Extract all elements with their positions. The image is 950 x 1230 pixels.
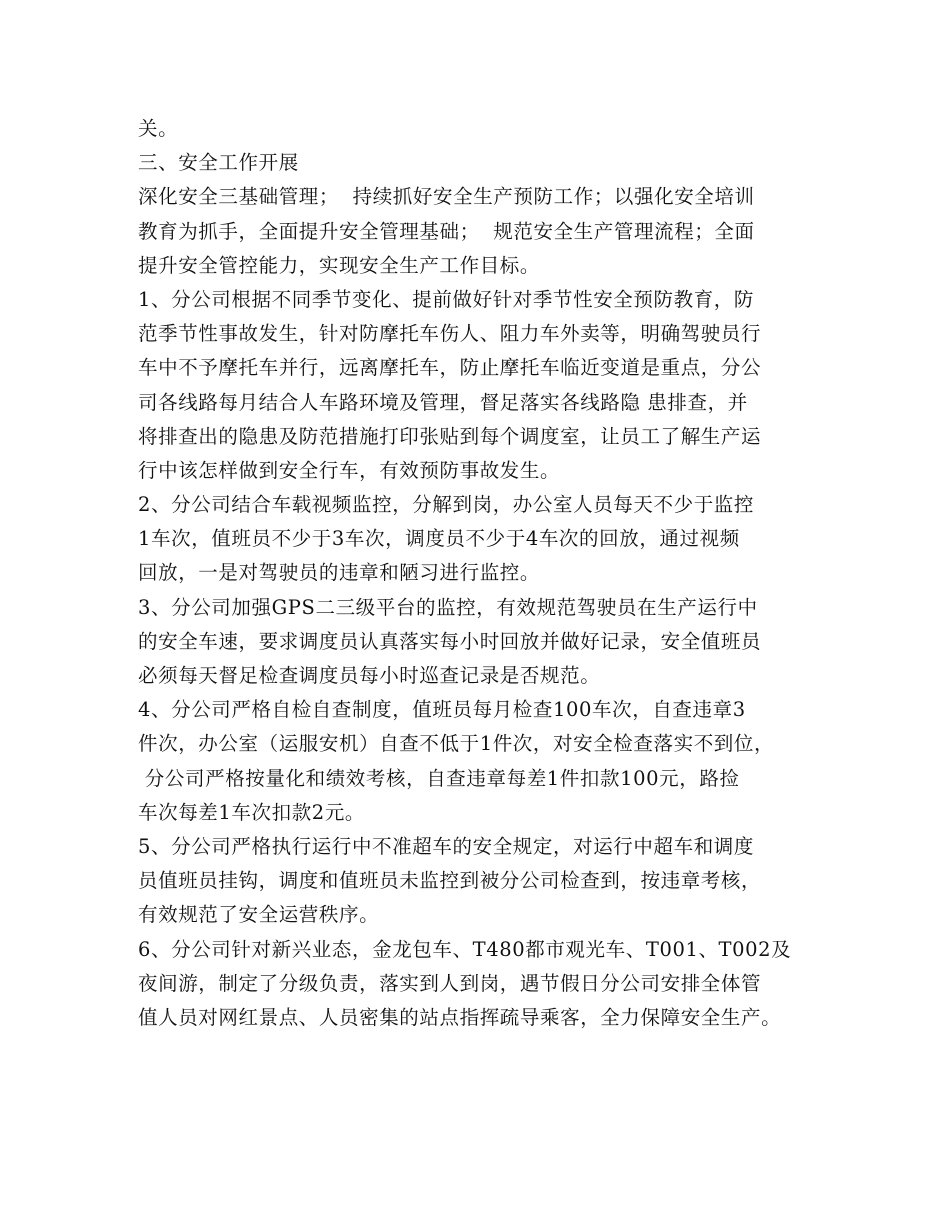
- text-line: 回放，一是对驾驶员的违章和陋习进行监控。: [138, 561, 541, 585]
- text-line: 夜间游，制定了分级负责，落实到人到岗，遇节假日分公司安排全体管: [138, 971, 762, 995]
- text-line: 值人员对网红景点、人员密集的站点指挥疏导乘客，全力保障安全生产。: [138, 1005, 782, 1029]
- text-line: 的安全车速，要求调度员认真落实每小时回放并做好记录，安全值班员: [138, 629, 762, 653]
- text-line: 司各线路每月结合人车路环境及管理，督足落实各线路隐 患排查，并: [138, 390, 748, 414]
- text-line: 车次每差1车次扣款2元。: [138, 800, 366, 824]
- text-line: 范季节性事故发生，针对防摩托车伤人、阻力车外卖等，明确驾驶员行: [138, 322, 762, 346]
- text-line: 2、分公司结合车载视频监控，分解到岗，办公室人员每天不少于监控: [138, 493, 755, 517]
- text-line: 4、分公司严格自检自查制度，值班员每月检查100车次，自查违章3: [138, 698, 746, 722]
- text-line: 必须每天督足检查调度员每小时巡查记录是否规范。: [138, 664, 601, 687]
- text-line: 5、分公司严格执行运行中不准超车的安全规定，对运行中超车和调度: [138, 834, 755, 858]
- text-line: 车中不予摩托车并行，远离摩托车，防止摩托车临近变道是重点，分公: [138, 356, 762, 380]
- text-line: 关。: [138, 117, 179, 140]
- text-line: 深化安全三基础管理； 持续抓好安全生产预防工作；以强化安全培训: [138, 185, 755, 209]
- text-line: 有效规范了安全运营秩序。: [138, 903, 380, 927]
- text-line: 员值班员挂钩，调度和值班员未监控到被分公司检查到，按违章考核，: [138, 869, 762, 893]
- document-body: [138, 112, 828, 1035]
- text-line: 分公司严格按量化和绩效考核，自查违章每差1件扣款100元，路捡: [138, 766, 740, 790]
- text-line: 1车次，值班员不少于3车次，调度员不少于4车次的回放，通过视频: [138, 527, 740, 551]
- text-line: 6、分公司针对新兴业态，金龙包车、T480都市观光车、T001、T002及: [138, 937, 792, 961]
- text-line: 提升安全管控能力，实现安全生产工作目标。: [138, 253, 541, 277]
- text-line: 将排查出的隐患及防范措施打印张贴到每个调度室，让员工了解生产运: [138, 424, 762, 448]
- text-line: 3、分公司加强GPS二三级平台的监控，有效规范驾驶员在生产运行中: [138, 595, 758, 619]
- text-line: 1、分公司根据不同季节变化、提前做好针对季节性安全预防教育，防: [138, 287, 755, 311]
- text-line: 行中该怎样做到安全行车，有效预防事故发生。: [138, 458, 561, 482]
- section-heading: 三、安全工作开展: [138, 151, 299, 175]
- text-line: 件次，办公室（运服安机）自查不低于1件次，对安全检查落实不到位，: [138, 732, 775, 756]
- text-line: 教育为抓手，全面提升安全管理基础； 规范安全生产管理流程；全面: [138, 219, 755, 243]
